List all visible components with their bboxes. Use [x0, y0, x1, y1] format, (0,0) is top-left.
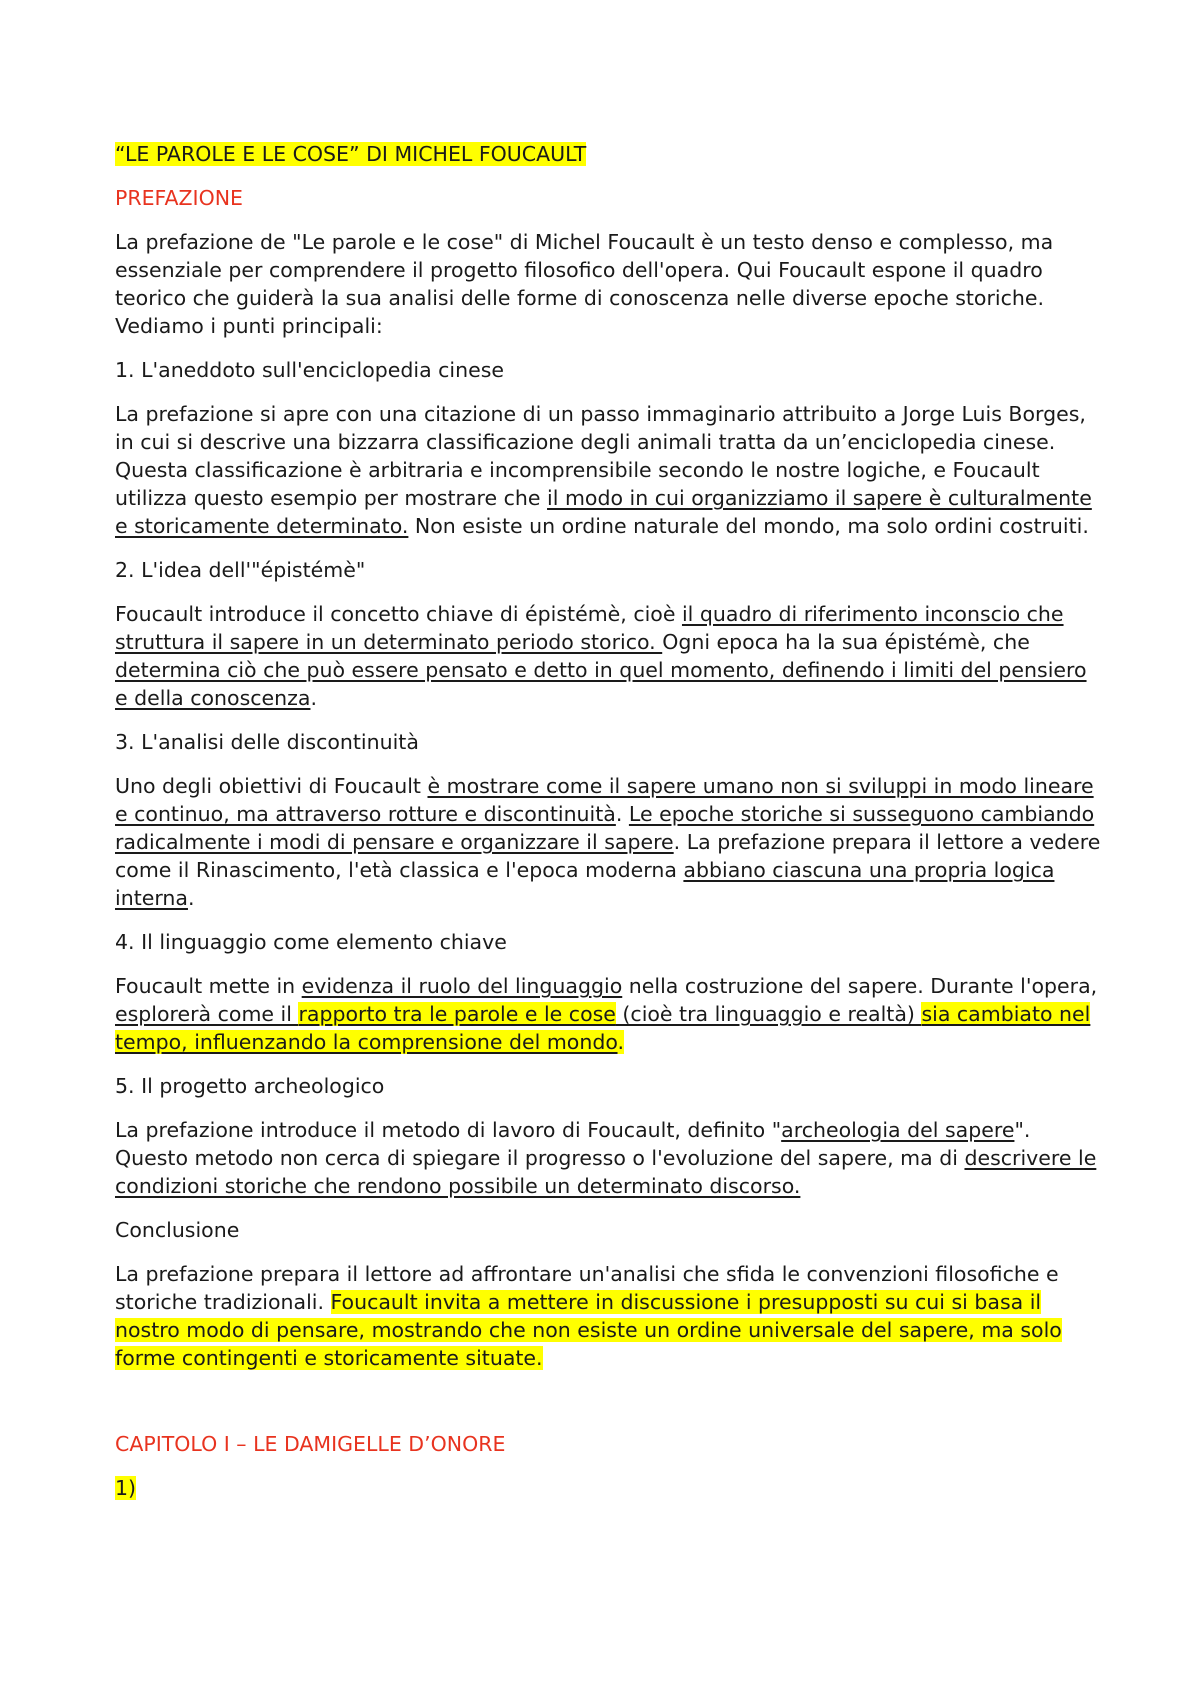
text-span: La prefazione si apre con una citazione di un passo immaginario attribuito a Jorge Luis Borges, in cui si descrive una bizzarra classificazione degli animali tratta da un’enciclopedia cinese. Questa classificazione è arbitraria e incomprensibile secondo le nostre logiche, e Foucault utilizza questo esempio per mostrare che — [115, 402, 1086, 510]
underlined-text: Le epoche storiche si susseguono cambiando radicalmente i modi di pensare e organizzare il sapere — [115, 802, 1095, 854]
text-span: . La prefazione prepara il lettore a vedere come il Rinascimento, l'età classica e l'epoca moderna — [115, 830, 1101, 882]
highlighted-text: sia cambiato nel tempo, influenzando la comprensione del mondo — [115, 1002, 1091, 1054]
text-span: Foucault mette in — [115, 974, 302, 998]
underlined-text: determina ciò che può essere pensato e detto in quel momento, definendo i limiti del pensiero e della conoscenza — [115, 658, 1087, 710]
text-span: Uno degli obiettivi di Foucault — [115, 774, 428, 798]
document-title — [115, 140, 1105, 168]
underlined-text: esplorerà come il — [115, 1002, 299, 1026]
point-5-body — [115, 1116, 1105, 1200]
text-span: ". Questo metodo non cerca di spiegare il progresso o l'evoluzione del sapere, ma di — [115, 1118, 1031, 1170]
underlined-text: abbiano ciascuna una propria logica interna — [115, 858, 1055, 910]
text-span: . — [310, 686, 317, 710]
highlighted-text: rapporto tra le parole e le cose — [298, 1002, 616, 1026]
point-1-body — [115, 400, 1105, 540]
text-span: . — [187, 886, 195, 910]
highlighted-text: Foucault invita a mettere in discussione i presupposti su cui si basa il nostro modo di pensare, mostrando che non esiste un ordine universale del sapere, ma solo forme contingenti e storicamente situate. — [115, 1290, 1062, 1370]
text-span: La prefazione prepara il lettore ad affrontare un'analisi che sfida le convenzioni filosofiche e storiche tradizionali. — [115, 1262, 1059, 1314]
point-3-heading: 3. L'analisi delle discontinuità — [115, 730, 419, 754]
point-2-body — [115, 600, 1105, 712]
text-span: Ogni epoca ha la sua épistémè, che — [662, 630, 1030, 654]
point-3-body — [115, 772, 1105, 912]
underlined-text: (cioè tra linguaggio e realtà) — [615, 1002, 922, 1026]
conclusion-body — [115, 1260, 1105, 1372]
underlined-text: evidenza il ruolo del linguaggio — [301, 974, 623, 998]
section-title-prefazione: PREFAZIONE — [115, 186, 244, 210]
text-span: La prefazione introduce il metodo di lavoro di Foucault, definito " — [115, 1118, 782, 1142]
spacer — [115, 1388, 1105, 1430]
text-span: . — [615, 802, 629, 826]
text-span: Non esiste un ordine naturale del mondo, ma solo ordini costruiti. — [408, 514, 1089, 538]
text-span: nella costruzione del sapere. Durante l'opera, — [622, 974, 1098, 998]
text-span: Foucault introduce il concetto chiave di épistémè, cioè — [115, 602, 682, 626]
underlined-text: archeologia del sapere — [781, 1118, 1015, 1142]
conclusion-heading: Conclusione — [115, 1218, 240, 1242]
point-1-heading: 1. L'aneddoto sull'enciclopedia cinese — [115, 358, 505, 382]
chapter-title: CAPITOLO I – LE DAMIGELLE D’ONORE — [115, 1432, 506, 1456]
point-2-heading: 2. L'idea dell'"épistémè" — [115, 558, 366, 582]
underlined-text: il quadro di riferimento inconscio che struttura il sapere in un determinato periodo storico. — [115, 602, 1064, 654]
point-4-body — [115, 972, 1105, 1056]
document-title-text: “LE PAROLE E LE COSE” DI MICHEL FOUCAULT — [115, 142, 587, 166]
underlined-text: descrivere le condizioni storiche che rendono possibile un determinato discorso. — [115, 1146, 1097, 1198]
highlighted-text: . — [617, 1030, 625, 1054]
highlighted-text: 1) — [115, 1476, 137, 1500]
underlined-text: il modo in cui organizziamo il sapere è culturalmente e storicamente determinato. — [115, 486, 1092, 538]
chapter-item — [115, 1474, 1105, 1502]
underlined-text: è mostrare come il sapere umano non si sviluppi in modo lineare e continuo, ma attraverso rotture e discontinuità — [115, 774, 1094, 826]
point-4-heading: 4. Il linguaggio come elemento chiave — [115, 930, 507, 954]
intro-paragraph: La prefazione de "Le parole e le cose" di Michel Foucault è un testo denso e complesso, ma essenziale per comprendere il progetto filosofico dell'opera. Qui Foucault espone il quadro teorico che guiderà la sua analisi delle forme di conoscenza nelle diverse epoche storiche. Vediamo i punti principali: — [115, 230, 1054, 338]
document-body — [115, 140, 1105, 1518]
point-5-heading: 5. Il progetto archeologico — [115, 1074, 385, 1098]
